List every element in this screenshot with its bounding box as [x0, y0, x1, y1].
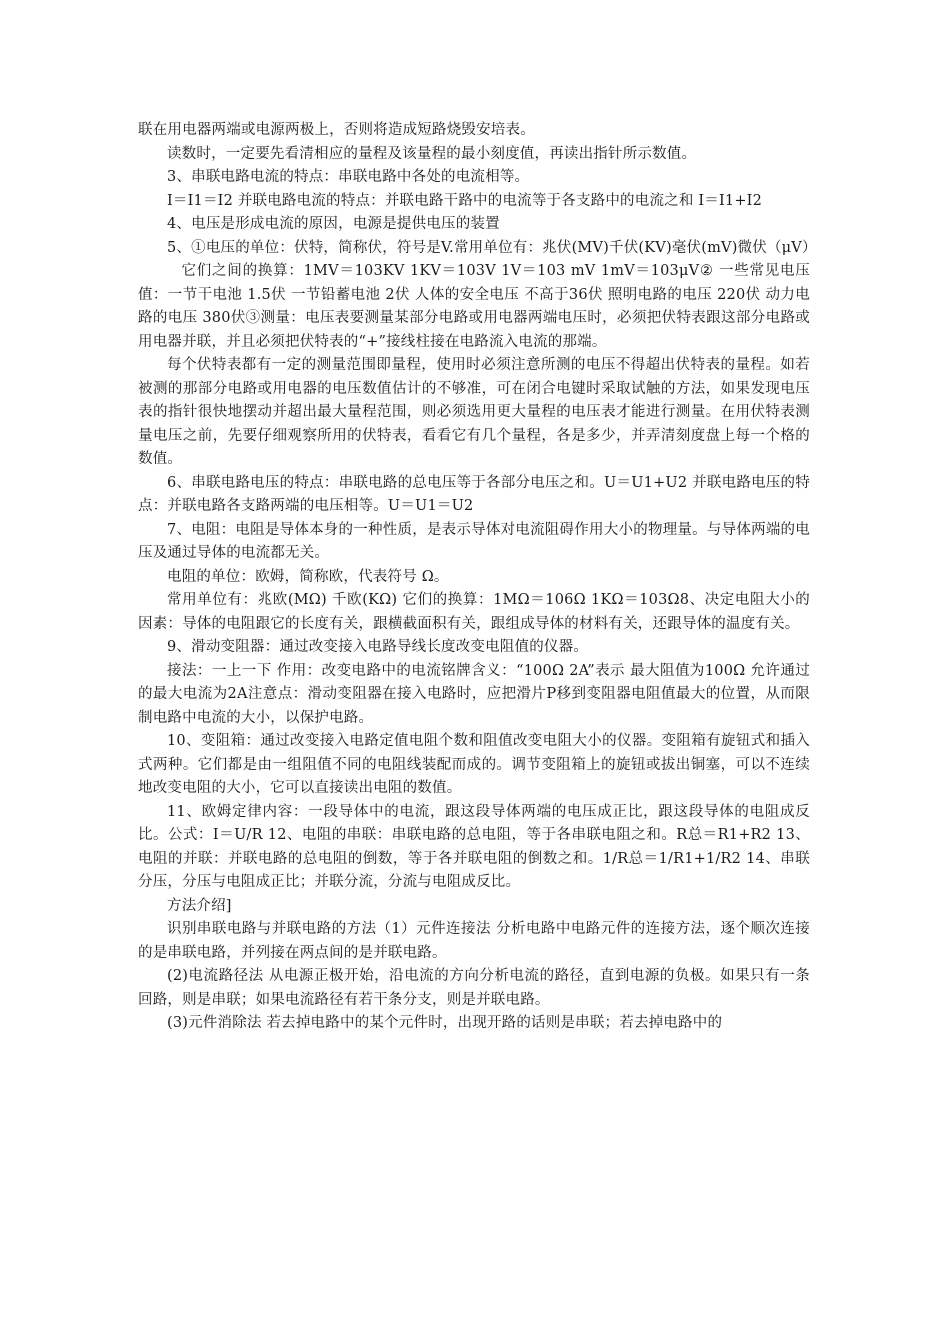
paragraph-voltage-cause: 4、电压是形成电流的原因，电源是提供电压的装置	[167, 216, 500, 232]
paragraph-rheostat: 9、滑动变阻器：通过改变接入电路导线长度改变电阻值的仪器。	[167, 639, 589, 655]
document-body	[138, 119, 817, 1036]
paragraph-common-units: 常用单位有：兆欧(MΩ) 千欧(KΩ) 它们的换算：1MΩ＝106Ω 1KΩ＝103Ω8、决定电阻大小的因素：导体的电阻跟它的长度有关，跟横截面积有关，跟组成导体的材料有关，还跟导体的温度有关。	[138, 592, 810, 632]
paragraph-resistance-unit: 电阻的单位：欧姆，简称欧，代表符号 Ω。	[167, 568, 449, 585]
paragraph-resistance-box: 10、变阻箱：通过改变接入电路定值电阻个数和阻值改变电阻大小的仪器。变阻箱有旋钮式和插入式两种。它们都是由一组阻值不同的电阻线装配而成的。调节变阻箱上的旋钮或拔出铜塞，可以不连续地改变电阻的大小，它可以直接读出电阻的数值。	[138, 733, 810, 796]
paragraph-series-current: 3、串联电路电流的特点：串联电路中各处的电流相等。	[167, 169, 530, 185]
paragraph-method-2: (2)电流路径法 从电源正极开始，沿电流的方向分析电流的路径，直到电源的负极。如果只有一条回路，则是串联；如果电流路径有若干条分支，则是并联电路。	[138, 968, 810, 1008]
paragraph-rheostat-usage: 接法：一上一下 作用：改变电路中的电流铭牌含义：“100Ω 2A”表示 最大阻值为100Ω 允许通过的最大电流为2A注意点：滑动变阻器在接入电路时，应把滑片P移到变阻器电阻值最大的位置，从而限制电路中电流的大小，以保护电路。	[138, 662, 810, 726]
paragraph-method-1: 识别串联电路与并联电路的方法（1）元件连接法 分析电路中电路元件的连接方法，逐个顺次连接的是串联电路，并列接在两点间的是并联电路。	[138, 921, 810, 961]
paragraph-ohms-law: 11、欧姆定律内容：一段导体中的电流，跟这段导体两端的电压成正比，跟这段导体的电阻成反比。公式：I＝U/R 12、电阻的串联：串联电路的总电阻，等于各串联电阻之和。R总＝R1+R2 13、电阻的并联：并联电路的总电阻的倒数，等于各并联电阻的倒数之和。1/R总＝1/R1+1/R2 14、串联分压，分压与电阻成正比；并联分流，分流与电阻成反比。	[138, 803, 810, 890]
paragraph-method-3: (3)元件消除法 若去掉电路中的某个元件时，出现开路的话则是串联；若去掉电路中的	[167, 1015, 723, 1031]
paragraph-resistance: 7、电阻：电阻是导体本身的一种性质，是表示导体对电流阻碍作用大小的物理量。与导体两端的电压及通过导体的电流都无关。	[138, 521, 810, 561]
paragraph-voltage-units: 5、①电压的单位：伏特，简称伏，符号是V.常用单位有：兆伏(MV)千伏(KV)毫伏(mV)微伏（μV）	[167, 239, 817, 256]
paragraph-parallel-current: I＝I1＝I2 并联电路电流的特点：并联电路干路中的电流等于各支路中的电流之和 I＝I1+I2	[167, 192, 763, 209]
paragraph-continuation: 联在用电器两端或电源两极上，否则将造成短路烧毁安培表。	[138, 122, 535, 138]
paragraph-series-voltage: 6、串联电路电压的特点：串联电路的总电压等于各部分电压之和。U＝U1+U2 并联电路电压的特点：并联电路各支路两端的电压相等。U＝U1＝U2	[138, 474, 810, 514]
paragraph-reading-instruction: 读数时，一定要先看清相应的量程及该量程的最小刻度值，再读出指针所示数值。	[167, 145, 697, 162]
paragraph-method-heading: 方法介绍]	[167, 897, 232, 914]
paragraph-voltmeter-range: 每个伏特表都有一定的测量范围即量程，使用时必须注意所测的电压不得超出伏特表的量程。如若被测的那部分电路或用电器的电压数值估计的不够准，可在闭合电键时采取试触的方法，如果发现电压表的指针很快地摆动并超出最大量程范围，则必须选用更大量程的电压表才能进行测量。在用伏特表测量电压之前，先要仔细观察所用的伏特表，看看它有几个量程，各是多少，并弄清刻度盘上每一个格的数值。	[138, 357, 810, 467]
paragraph-voltage-conversion: 它们之间的换算：1MV＝103KV 1KV＝103V 1V＝103 mV 1mV＝103μV② 一些常见电压值：一节干电池 1.5伏 一节铅蓄电池 2伏 人体的安全电压 不高于36伏 照明电路的电压 220伏 动力电路的电压 380伏③测量：电压表要测量某部分电路或用电器两端电压时，必须把伏特表跟这部分电路或用电器并联，并且必须把伏特表的“+”接线柱接在电路流入电流的那端。	[138, 263, 810, 350]
